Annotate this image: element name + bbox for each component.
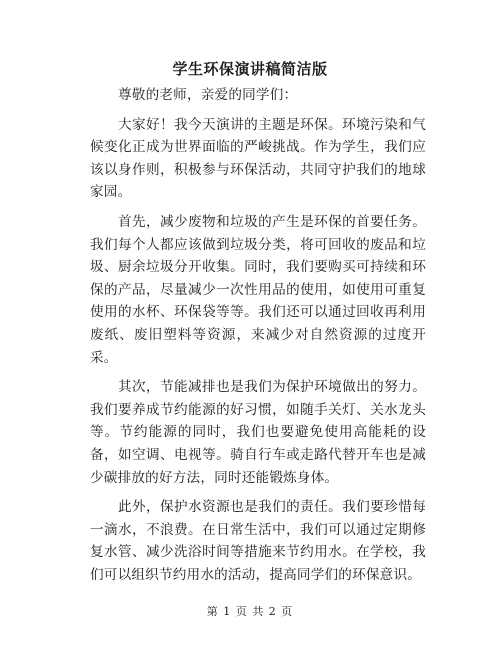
document-title: 学生环保演讲稿简洁版 xyxy=(172,60,328,78)
page-footer: 第 1 页 共 2 页 xyxy=(206,605,294,618)
paragraph-energy-saving: 其次，节能减排也是我们为保护环境做出的努力。我们要养成节约能源的好习惯，如随手关灯、关水龙头等。节约能源的同时，我们也要避免使用高能耗的设备，如空调、电视等。骑自行车或走路代替开车也是减少碳排放的好方法，同时还能锻炼身体。 xyxy=(90,379,426,486)
document-body xyxy=(90,84,426,586)
paragraph-intro: 大家好！我今天演讲的主题是环保。环境污染和气候变化正成为世界面临的严峻挑战。作为学生，我们应该以身作则，积极参与环保活动，共同守护我们的地球家园。 xyxy=(90,116,426,201)
paragraph-waste-reduction: 首先，减少废物和垃圾的产生是环保的首要任务。我们每个人都应该做到垃圾分类，将可回收的废品和垃圾、厨余垃圾分开收集。同时，我们要购买可持续和环保的产品，尽量减少一次性用品的使用，如使用可重复使用的水杯、环保袋等等。我们还可以通过回收再利用废纸、废旧塑料等资源，来减少对自然资源的过度开采。 xyxy=(90,213,426,366)
paragraph-water-saving: 此外，保护水资源也是我们的责任。我们要珍惜每一滴水，不浪费。在日常生活中，我们可以通过定期修复水管、减少洗浴时间等措施来节约用水。在学校，我们可以组织节约用水的活动，提高同学们的环保意识。 xyxy=(90,499,426,583)
greeting: 尊敬的老师，亲爱的同学们： xyxy=(118,87,298,103)
